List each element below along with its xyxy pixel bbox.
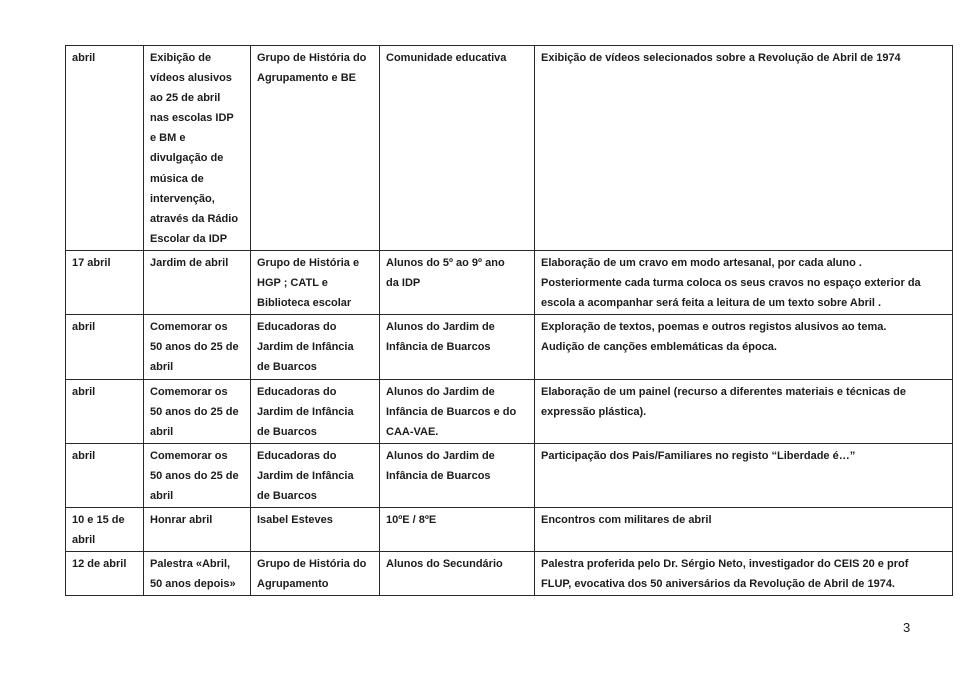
cell-text-line: música de [150,172,204,185]
cell-text-line: Comemorar os [150,449,228,462]
date-cell [66,552,144,596]
cell-text-line: CAA-VAE. [386,425,439,438]
cell-text-line: Palestra «Abril, [150,558,231,571]
cell-text-line: FLUP, evocativa dos 50 aniversários da Revolução de Abril de 1974. [541,578,895,591]
cell-text-line: Comemorar os [150,385,228,398]
cell-text-line: divulgação de [150,152,224,165]
date-cell [66,250,144,314]
cell-text-line: Alunos do Secundário [386,558,503,571]
cell-text-line: Alunos do 5º ao 9º ano [386,256,505,269]
target-audience-cell [380,315,535,379]
cell-text-line: Audição de canções emblemáticas da época. [541,341,777,354]
cell-text-line: Grupo de História do [257,558,367,571]
cell-text-line: Comemorar os [150,321,228,334]
cell-text-line: Encontros com militares de abril [541,514,712,527]
date-cell [66,379,144,443]
cell-text-line: Educadoras do [257,321,337,334]
cell-text-line: Infância de Buarcos [386,469,491,482]
target-audience-cell [380,443,535,507]
table-row [66,443,953,507]
cell-text-line: Educadoras do [257,449,337,462]
cell-text-line: Honrar abril [150,514,213,527]
cell-text-line: 10 e 15 de [72,514,125,527]
responsible-cell [251,552,380,596]
responsible-cell [251,508,380,552]
target-audience-cell [380,552,535,596]
cell-text-line: abril [72,52,96,64]
table-row [66,508,953,552]
description-cell [535,508,953,552]
activity-cell [144,379,251,443]
cell-text-line: e BM e [150,132,186,145]
cell-text-line: Alunos do Jardim de [386,321,495,334]
target-audience-cell [380,250,535,314]
date-cell [66,508,144,552]
cell-text-line: de Buarcos [257,425,317,438]
cell-text-line: abril [72,321,96,334]
cell-text-line: intervenção, [150,192,215,205]
description-cell [535,443,953,507]
activity-cell [144,443,251,507]
cell-text-line: Palestra proferida pelo Dr. Sérgio Neto, investigador do CEIS 20 e prof [541,558,909,571]
cell-text-line: Alunos do Jardim de [386,449,495,462]
cell-text-line: abril [72,449,96,462]
cell-text-line: Infância de Buarcos [386,341,491,354]
cell-text-line: de Buarcos [257,489,317,502]
date-cell [66,315,144,379]
target-audience-cell [380,46,535,251]
cell-text-line: Exibição de vídeos selecionados sobre a Revolução de Abril de 1974 [541,52,901,64]
responsible-cell [251,443,380,507]
cell-text-line: 50 anos do 25 de [150,405,239,418]
target-audience-cell [380,379,535,443]
description-cell [535,250,953,314]
activities-table [65,45,953,596]
cell-text-line: nas escolas IDP [150,112,234,125]
cell-text-line: Participação dos Pais/Familiares no registo “Liberdade é…” [541,449,856,462]
description-cell [535,315,953,379]
date-cell [66,46,144,251]
cell-text-line: 50 anos do 25 de [150,469,239,482]
cell-text-line: Exploração de textos, poemas e outros registos alusivos ao tema. [541,321,887,334]
cell-text-line: Alunos do Jardim de [386,385,495,398]
cell-text-line: da IDP [386,277,421,290]
description-cell [535,552,953,596]
cell-text-line: expressão plástica). [541,405,647,418]
cell-text-line: Escolar da IDP [150,232,228,245]
cell-text-line: 10ºE / 8ºE [386,514,437,527]
table-row [66,250,953,314]
table-row [66,46,953,251]
page-number: 3 [903,620,911,635]
cell-text-line: Jardim de Infância [257,341,354,354]
cell-text-line: 12 de abril [72,558,127,571]
activity-cell [144,315,251,379]
table-body [66,46,953,596]
date-cell [66,443,144,507]
cell-text-line: 50 anos depois» [150,578,236,591]
activity-cell [144,250,251,314]
cell-text-line: Grupo de História e [257,256,360,269]
table-row [66,552,953,596]
cell-text-line: Grupo de História do [257,52,367,64]
cell-text-line: Educadoras do [257,385,337,398]
cell-text-line: ao 25 de abril [150,92,221,105]
target-audience-cell [380,508,535,552]
cell-text-line: abril [150,425,174,438]
cell-text-line: escola a acompanhar será feita a leitura de um texto sobre Abril . [541,297,882,310]
responsible-cell [251,379,380,443]
cell-text-line: abril [150,489,174,502]
responsible-cell [251,46,380,251]
cell-text-line: de Buarcos [257,361,317,374]
cell-text-line: Comunidade educativa [386,52,507,64]
cell-text-line: Exibição de [150,52,212,64]
table-row [66,379,953,443]
cell-text-line: Infância de Buarcos e do [386,405,517,418]
cell-text-line: vídeos alusivos [150,72,232,85]
cell-text-line: Posteriormente cada turma coloca os seus cravos no espaço exterior da [541,277,921,290]
cell-text-line: Jardim de abril [150,256,229,269]
table-row [66,315,953,379]
cell-text-line: Jardim de Infância [257,469,354,482]
cell-text-line: abril [72,534,96,547]
cell-text-line: abril [150,361,174,374]
cell-text-line: Isabel Esteves [257,514,333,527]
activity-cell [144,508,251,552]
cell-text-line: HGP ; CATL e [257,277,328,290]
cell-text-line: abril [72,385,96,398]
cell-text-line: Elaboração de um cravo em modo artesanal, por cada aluno . [541,256,862,269]
cell-text-line: 50 anos do 25 de [150,341,239,354]
cell-text-line: Jardim de Infância [257,405,354,418]
cell-text-line: Elaboração de um painel (recurso a diferentes materiais e técnicas de [541,385,906,398]
cell-text-line: Agrupamento e BE [257,72,357,85]
cell-text-line: através da Rádio [150,212,239,225]
cell-text-line: Biblioteca escolar [257,297,352,310]
description-cell [535,379,953,443]
description-cell [535,46,953,251]
responsible-cell [251,315,380,379]
responsible-cell [251,250,380,314]
cell-text-line: Agrupamento [257,578,329,591]
activity-cell [144,46,251,251]
activity-cell [144,552,251,596]
cell-text-line: 17 abril [72,256,111,269]
